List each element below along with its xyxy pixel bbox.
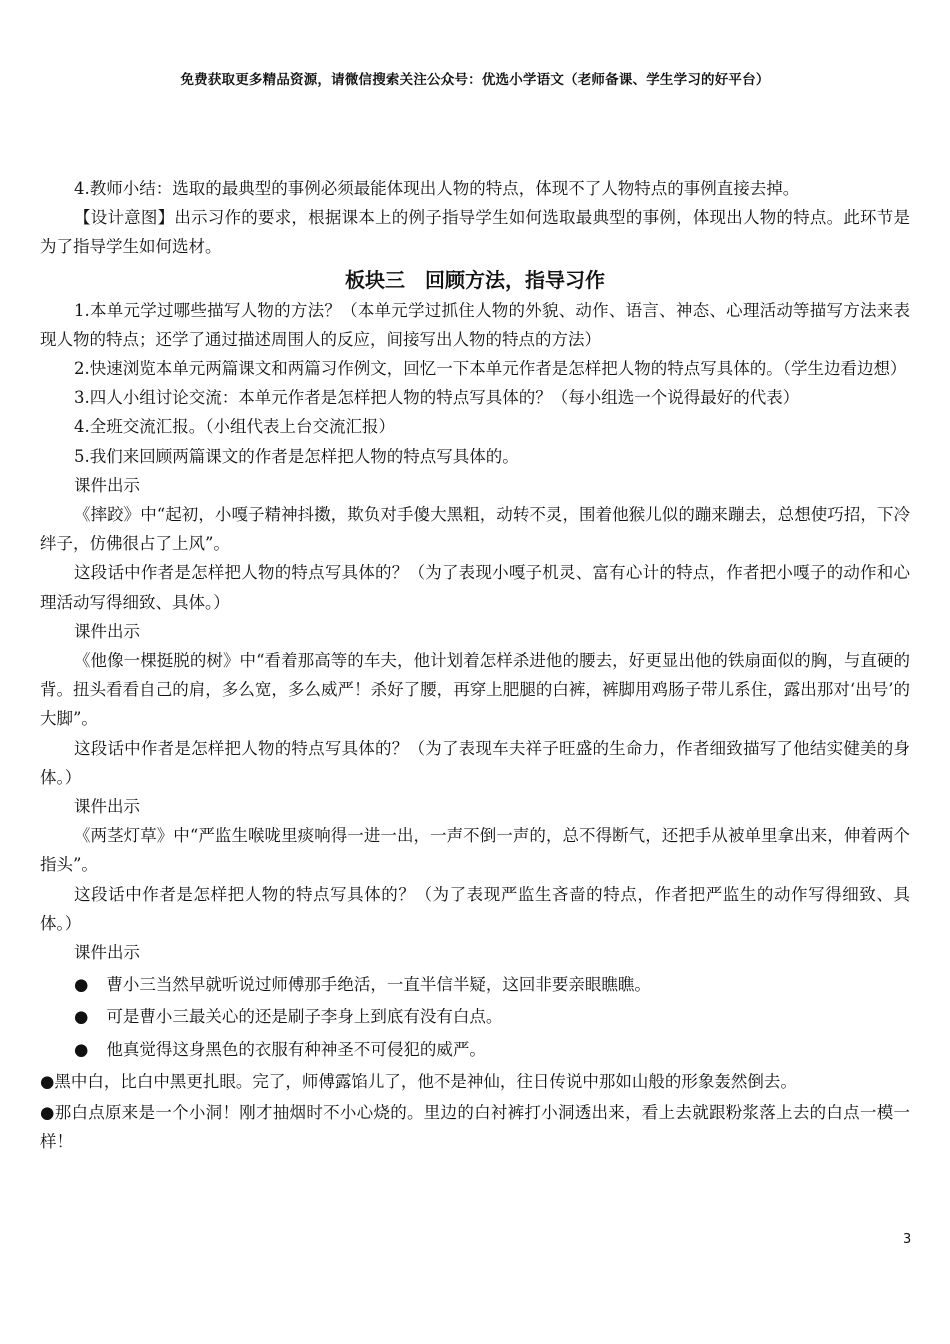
bullet-item bbox=[40, 1002, 910, 1031]
answer-paragraph: 这段话中作者是怎样把人物的特点写具体的？（为了表现车夫祥子旺盛的生命力，作者细致描写了他结实健美的身体。） bbox=[40, 738, 910, 787]
quote-paragraph: 《摔跤》中“起初，小嘎子精神抖擞，欺负对手傻大黑粗，动转不灵，围着他猴儿似的蹦来蹦去，总想使巧招，下冷绊子，仿佛很占了上风”。 bbox=[40, 505, 910, 554]
document-body bbox=[40, 174, 910, 1159]
bullet-text: 曹小三当然早就听说过师傅那手绝活，一直半信半疑，这回非要亲眼瞧瞧。 bbox=[106, 975, 651, 995]
section-heading: 板块三 回顾方法，指导习作 bbox=[345, 267, 605, 292]
bullet-icon: ● bbox=[74, 1039, 89, 1059]
courseware-label: 课件出示 bbox=[74, 943, 140, 963]
paragraph: 4.全班交流汇报。（小组代表上台交流汇报） bbox=[74, 417, 395, 437]
quote-paragraph: 《他像一棵挺脱的树》中“看着那高等的车夫，他计划着怎样杀进他的腰去，好更显出他的铁扇面似的胸，与直硬的背。扭头看看自己的肩，多么宽，多么威严！杀好了腰，再穿上肥腿的白裤，裤脚用鸡肠子带儿系住，露出那对‘出号’的大脚”。 bbox=[40, 651, 910, 729]
answer-paragraph: 这段话中作者是怎样把人物的特点写具体的？（为了表现小嘎子机灵、富有心计的特点，作者把小嘎子的动作和心理活动写得细致、具体。） bbox=[40, 563, 910, 612]
bullet-text: 他真觉得这身黑色的衣服有种神圣不可侵犯的威严。 bbox=[106, 1039, 486, 1059]
bullet-icon: ● bbox=[40, 1103, 55, 1123]
bullet-text: 黑中白，比白中黑更扎眼。完了，师傅露馅儿了，他不是神仙，往日传说中那如山般的形象轰然倒去。 bbox=[54, 1071, 797, 1091]
paragraph: 4.教师小结：选取的最典型的事例必须最能体现出人物的特点，体现不了人物特点的事例直接去掉。 bbox=[74, 179, 800, 198]
bullet-icon: ● bbox=[74, 1007, 89, 1027]
courseware-label: 课件出示 bbox=[74, 797, 140, 817]
paragraph: 2.快速浏览本单元两篇课文和两篇习作例文，回忆一下本单元作者是怎样把人物的特点写具体的。（学生边看边想） bbox=[74, 359, 907, 379]
bullet-item bbox=[40, 1067, 910, 1096]
answer-paragraph: 这段话中作者是怎样把人物的特点写具体的？（为了表现严监生吝啬的特点，作者把严监生的动作写得细致、具体。） bbox=[40, 884, 910, 933]
bullet-item bbox=[40, 1098, 910, 1156]
bullet-icon: ● bbox=[74, 975, 89, 995]
bullet-item bbox=[40, 970, 910, 999]
paragraph: 5.我们来回顾两篇课文的作者是怎样把人物的特点写具体的。 bbox=[74, 446, 519, 466]
promo-banner: 免费获取更多精品资源，请微信搜索关注公众号：优选小学语文（老师备课、学生学习的好平台） bbox=[180, 72, 770, 88]
courseware-label: 课件出示 bbox=[74, 475, 140, 495]
design-intent-paragraph: 【设计意图】出示习作的要求，根据课本上的例子指导学生如何选取最典型的事例，体现出人物的特点。此环节是为了指导学生如何选材。 bbox=[40, 208, 910, 257]
page-number: 3 bbox=[903, 1232, 912, 1247]
paragraph: 3.四人小组讨论交流：本单元作者是怎样把人物的特点写具体的？（每小组选一个说得最好的代表） bbox=[74, 388, 800, 408]
paragraph: 1.本单元学过哪些描写人物的方法？（本单元学过抓住人物的外貌、动作、语言、神态、心理活动等描写方法来表现人物的特点；还学了通过描述周围人的反应，间接写出人物的特点的方法） bbox=[40, 300, 910, 349]
bullet-text: 那白点原来是一个小洞！刚才抽烟时不小心烧的。里边的白衬裤打小洞透出来，看上去就跟粉浆落上去的白点一模一样！ bbox=[40, 1103, 911, 1152]
quote-paragraph: 《两茎灯草》中“严监生喉咙里痰响得一进一出，一声不倒一声的，总不得断气，还把手从被单里拿出来，伸着两个指头”。 bbox=[40, 826, 910, 875]
bullet-icon: ● bbox=[40, 1071, 55, 1091]
bullet-text: 可是曹小三最关心的还是刷子李身上到底有没有白点。 bbox=[106, 1007, 503, 1027]
courseware-label: 课件出示 bbox=[74, 621, 140, 641]
bullet-item bbox=[40, 1035, 910, 1064]
